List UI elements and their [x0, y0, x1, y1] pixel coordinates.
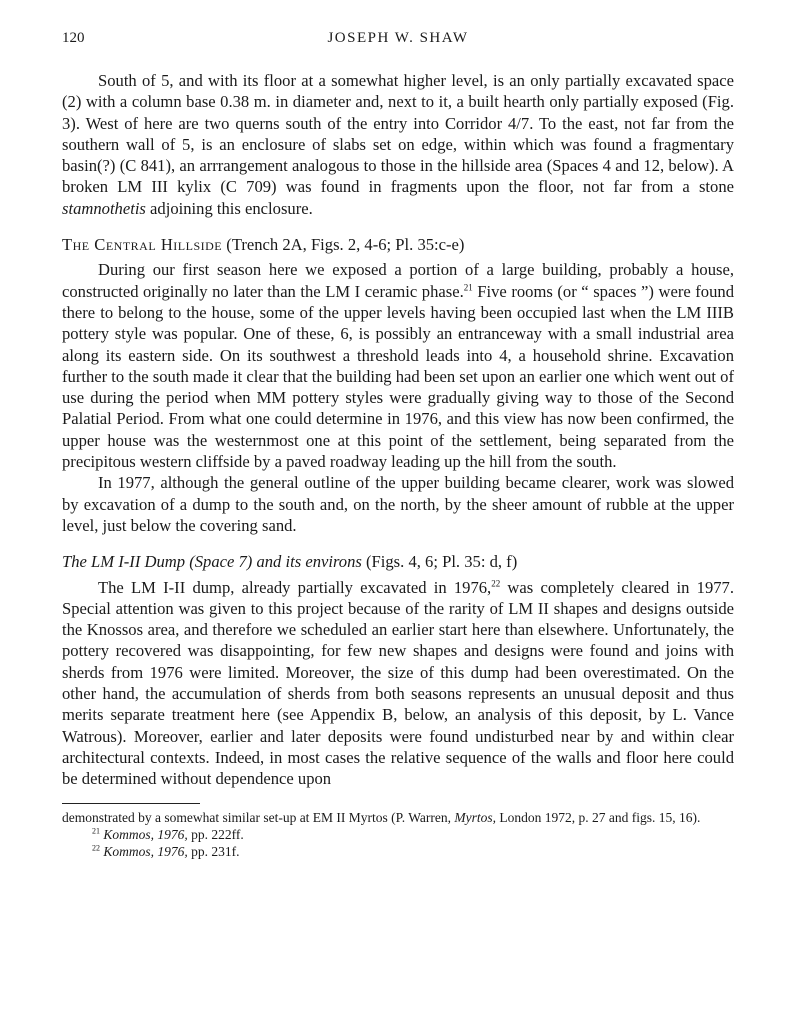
footnote-divider [62, 803, 200, 804]
footnote-text: London 1972, p. 27 and figs. 15, 16). [495, 809, 701, 825]
running-head-author: JOSEPH W. SHAW [327, 30, 469, 46]
footnote-21 [62, 826, 734, 843]
paragraph-text: adjoining this enclosure. [145, 198, 313, 218]
section-heading-central-hillside [62, 234, 734, 255]
paragraph-text: Five rooms (or “ spaces ”) were found there to belong to the house, some of the upper levels having been occupied last when the LM IIIB pottery style was popular. One of these, 6, is possibly an entranceway with a small industrial area along its eastern side. On its southwest a threshold leads into 4, a household shrine. Excavation further to the south made it clear that the building had been set upon an earlier one which went out of use during the period when MM pottery styles were gradually giving way to those of the Second Palatial Period. From what one could determine in 1976, and this view has now been confirmed, the upper house was the westernmost one at this point of the settlement, being separated from the precipitous western cliffside by a paved roadway leading up the hill from the south. [62, 281, 734, 472]
footnote-number: 22 [92, 843, 100, 853]
footnote-number: 21 [92, 826, 100, 836]
heading-italic: The LM I-II Dump (Space 7) and its environs [62, 552, 362, 572]
footnote-pages: pp. 231f. [187, 843, 240, 859]
paragraph-lm-dump [62, 577, 734, 790]
page-number: 120 [62, 30, 85, 46]
heading-figure-refs: (Trench 2A, Figs. 2, 4-6; Pl. 35:c-e) [222, 235, 465, 255]
running-header [62, 30, 734, 54]
paragraph-text: During our first season here we exposed a portion of a large building, probably a house, constructed originally no later than the LM I ceramic phase. [62, 260, 734, 301]
paragraph-text: was completely cleared in 1977. Special attention was given to this project because of the rarity of LM II shapes and designs outside the Knossos area, and therefore we scheduled an earlier start here than elsewhere. Unfortunately, the pottery recovered was disappointing, for few new shapes and designs were found and joins with sherds from 1976 were limited. Moreover, the size of this dump had been overestimated. On the other hand, the accumulation of sherds from both seasons represents an unusual deposit and thus merits separate treatment here (see Appendix B, below, an analysis of this deposit, by L. Vance Watrous). Moreover, earlier and later deposits were found undisturbed near by and within clear architectural contexts. Indeed, in most cases the relative sequence of the walls and floor here could be determined without dependence upon [62, 577, 734, 789]
paragraph-first-season [62, 259, 734, 472]
paragraph-space-2 [62, 70, 734, 219]
footnote-continuation [62, 809, 734, 826]
footnote-italic: Myrtos, [454, 809, 496, 825]
footnote-ref-21[interactable]: 21 [463, 282, 473, 293]
footnote-title: Kommos, 1976, [103, 843, 188, 859]
footnotes [62, 809, 734, 861]
heading-figure-refs: (Figs. 4, 6; Pl. 35: d, f) [361, 552, 518, 572]
article-body [62, 70, 734, 790]
page [62, 30, 734, 860]
heading-small-caps: The Central Hillside [62, 235, 223, 255]
paragraph-text: The LM I-II dump, already partially excavated in 1976, [98, 577, 492, 597]
footnote-pages: pp. 222ff. [187, 826, 244, 842]
section-heading-lm-dump [62, 551, 734, 572]
italic-term: stamnothetis [62, 198, 146, 218]
footnote-ref-22[interactable]: 22 [491, 578, 501, 588]
footnote-text: demonstrated by a somewhat similar set-up at EM II Myrtos (P. Warren, [62, 809, 455, 825]
paragraph-text: South of 5, and with its floor at a somewhat higher level, is an only partially excavated space (2) with a column base 0.38 m. in diameter and, next to it, a built hearth only partially exposed (Fig. 3). West of here are two querns south of the entry into Corridor 4/7. To the east, not far from the southern wall of 5, is an enclosure of slabs set on edge, within which was found a fragmentary basin(?) (C 841), an arrrangement analogous to those in the hillside area (Spaces 4 and 12, below). A broken LM III kylix (C 709) was found in fragments upon the floor, not far from a stone [62, 71, 734, 197]
footnote-title: Kommos, 1976, [103, 826, 188, 842]
footnote-22 [62, 843, 734, 860]
paragraph-1977: In 1977, although the general outline of the upper building became clearer, work was slowed by excavation of a dump to the south and, on the north, by the sheer amount of rubble at the upper level, just below the covering sand. [62, 473, 734, 535]
